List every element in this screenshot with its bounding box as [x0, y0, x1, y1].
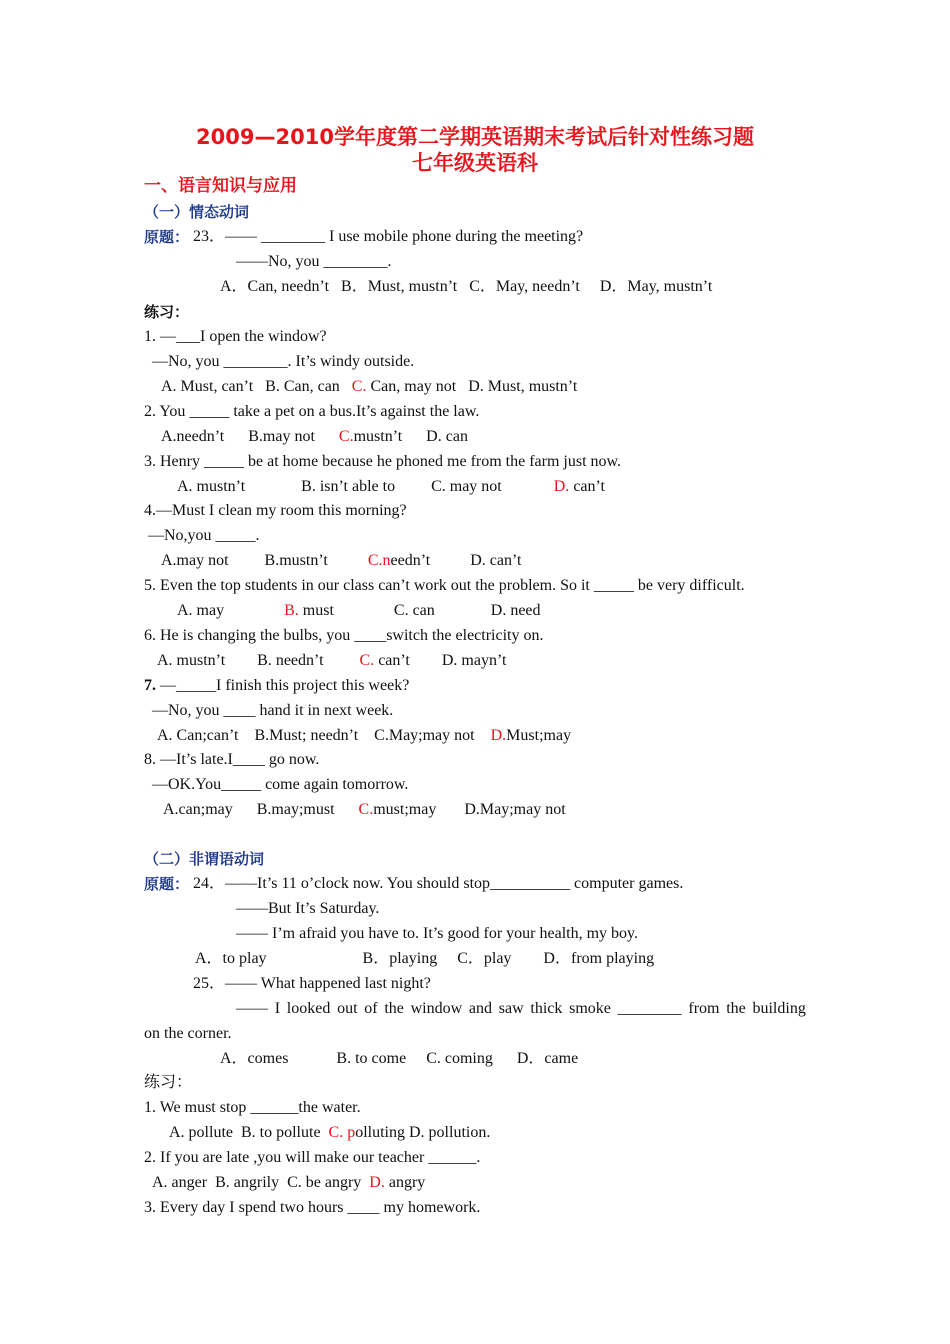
- original-question-24: 24．——It’s 11 o’clock now. You should stop__________ computer games.: [193, 875, 684, 892]
- option-text: olluting D. pollution.: [355, 1124, 491, 1141]
- original-question-25-options: A．comes B. to come C. coming D．came: [220, 1050, 579, 1067]
- answer-marker: C.: [351, 378, 367, 395]
- practice-question-1-options: [169, 1123, 490, 1143]
- option-text: A. pollute B. to pollute: [169, 1124, 329, 1141]
- reply-word: I: [274, 1000, 281, 1017]
- answer-marker: C.: [338, 428, 354, 445]
- answer-marker: D.: [490, 727, 507, 744]
- original-question-23-options: A．Can, needn’t B．Must, mustn’t C．May, needn’t D．May, mustn’t: [220, 278, 713, 295]
- document-title-line2: 七年级英语科: [412, 151, 538, 175]
- original-question-23: 23．—— ________ I use mobile phone during the meeting?: [193, 228, 584, 245]
- practice-question-1-reply: —No, you ________. It’s windy outside.: [152, 353, 415, 370]
- option-text: must C. can D. need: [298, 602, 541, 619]
- practice-question-2-options: [152, 1173, 425, 1193]
- reply-word: smoke: [569, 1000, 611, 1017]
- option-text: can’t: [569, 478, 605, 495]
- practice-question-7-options: [157, 726, 571, 746]
- option-text: mustn’t D. can: [353, 428, 468, 445]
- practice-label: 练习：: [144, 1074, 193, 1091]
- option-text: A. Must, can’t B. Can, can: [161, 378, 352, 395]
- option-text: eedn’t D. can’t: [390, 552, 522, 569]
- practice-question-2: 2. You _____ take a pet on a bus.It’s against the law.: [144, 403, 480, 420]
- option-text: A. mustn’t B. isn’t able to C. may not: [177, 478, 554, 495]
- answer-marker: C.: [358, 801, 374, 818]
- answer-marker: B.: [284, 602, 299, 619]
- practice-question-5: 5. Even the top students in our class can’t work out the problem. So it _____ be very difficult.: [144, 577, 745, 594]
- practice-question-1: 1. —___I open the window?: [144, 328, 327, 345]
- question-text: —_____I finish this project this week?: [156, 677, 410, 694]
- option-text: Can, may not D. Must, mustn’t: [366, 378, 578, 395]
- answer-marker: C. p: [328, 1124, 356, 1141]
- practice-label: 练习：: [144, 303, 190, 321]
- practice-question-3: 3. Every day I spend two hours ____ my homework.: [144, 1199, 481, 1216]
- reply-word: saw: [498, 1000, 524, 1017]
- practice-question-3: 3. Henry _____ be at home because he phoned me from the farm just now.: [144, 453, 622, 470]
- option-text: A. anger B. angrily C. be angry: [152, 1174, 370, 1191]
- practice-question-1-options: [161, 377, 577, 397]
- practice-question-1: 1. We must stop ______the water.: [144, 1099, 361, 1116]
- option-text: can’t D. mayn’t: [374, 652, 507, 669]
- option-text: A.can;may B.may;must: [163, 801, 359, 818]
- practice-question-2: 2. If you are late ,you will make our teacher ______.: [144, 1149, 481, 1166]
- original-question-25-reply-cont: on the corner.: [144, 1025, 232, 1042]
- reply-word: the: [384, 1000, 404, 1017]
- original-question-label: 原题：: [144, 875, 190, 893]
- reply-word: building: [752, 1000, 806, 1017]
- original-question-24-reply: ——But It’s Saturday.: [236, 900, 380, 917]
- reply-word: from: [688, 1000, 720, 1017]
- practice-question-7-reply: —No, you ____ hand it in next week.: [152, 702, 394, 719]
- practice-question-4-options: [161, 551, 521, 571]
- practice-question-3-options: [177, 477, 605, 497]
- subsection-heading-nonfinite-verbs: （二）非谓语动词: [144, 850, 265, 868]
- answer-marker: C.n: [367, 552, 391, 569]
- practice-question-2-options: [161, 427, 468, 447]
- practice-question-6-options: [157, 651, 506, 671]
- reply-word: ——: [236, 1000, 268, 1017]
- practice-question-4-reply: —No,you _____.: [148, 527, 260, 544]
- original-question-24-reply-2: —— I’m afraid you have to. It’s good for your health, my boy.: [236, 925, 638, 942]
- reply-word: the: [726, 1000, 746, 1017]
- answer-marker: D.: [369, 1174, 385, 1191]
- original-question-23-reply: ——No, you ________.: [236, 253, 392, 270]
- answer-marker: D.: [553, 478, 570, 495]
- option-text: must;may D.May;may not: [373, 801, 566, 818]
- reply-word: thick: [530, 1000, 563, 1017]
- reply-word: looked: [286, 1000, 331, 1017]
- original-question-24-options: A．to play B．playing C．play D．from playing: [195, 950, 655, 967]
- section-heading: 一、语言知识与应用: [144, 176, 297, 196]
- question-number: 7.: [144, 677, 156, 694]
- option-text: A.needn’t B.may not: [161, 428, 339, 445]
- reply-word: out: [337, 1000, 358, 1017]
- option-text: A. may: [177, 602, 285, 619]
- reply-word: ________: [617, 1000, 682, 1017]
- option-text: A.may not B.mustn’t: [161, 552, 368, 569]
- option-text: Must;may: [506, 727, 572, 744]
- reply-word: of: [364, 1000, 378, 1017]
- subsection-heading-modal-verbs: （一）情态动词: [144, 203, 250, 221]
- option-text: angry: [384, 1174, 426, 1191]
- option-text: A. mustn’t B. needn’t: [157, 652, 360, 669]
- document-title-line1: 2009—2010学年度第二学期英语期末考试后针对性练习题: [196, 125, 754, 149]
- practice-question-6: 6. He is changing the bulbs, you ____switch the electricity on.: [144, 627, 544, 644]
- answer-marker: C.: [359, 652, 375, 669]
- practice-question-5-options: [177, 601, 541, 621]
- option-text: A. Can;can’t B.Must; needn’t C.May;may not: [157, 727, 491, 744]
- reply-word: window: [410, 1000, 463, 1017]
- practice-question-8: 8. —It’s late.I____ go now.: [144, 751, 320, 768]
- original-question-25-reply: [236, 999, 806, 1019]
- practice-question-7: [144, 676, 409, 696]
- practice-question-4: 4.—Must I clean my room this morning?: [144, 502, 407, 519]
- reply-word: and: [468, 1000, 493, 1017]
- practice-question-8-reply: —OK.You_____ come again tomorrow.: [152, 776, 409, 793]
- practice-question-8-options: [163, 800, 566, 820]
- original-question-label: 原题：: [144, 228, 190, 246]
- original-question-25: 25．—— What happened last night?: [193, 975, 431, 992]
